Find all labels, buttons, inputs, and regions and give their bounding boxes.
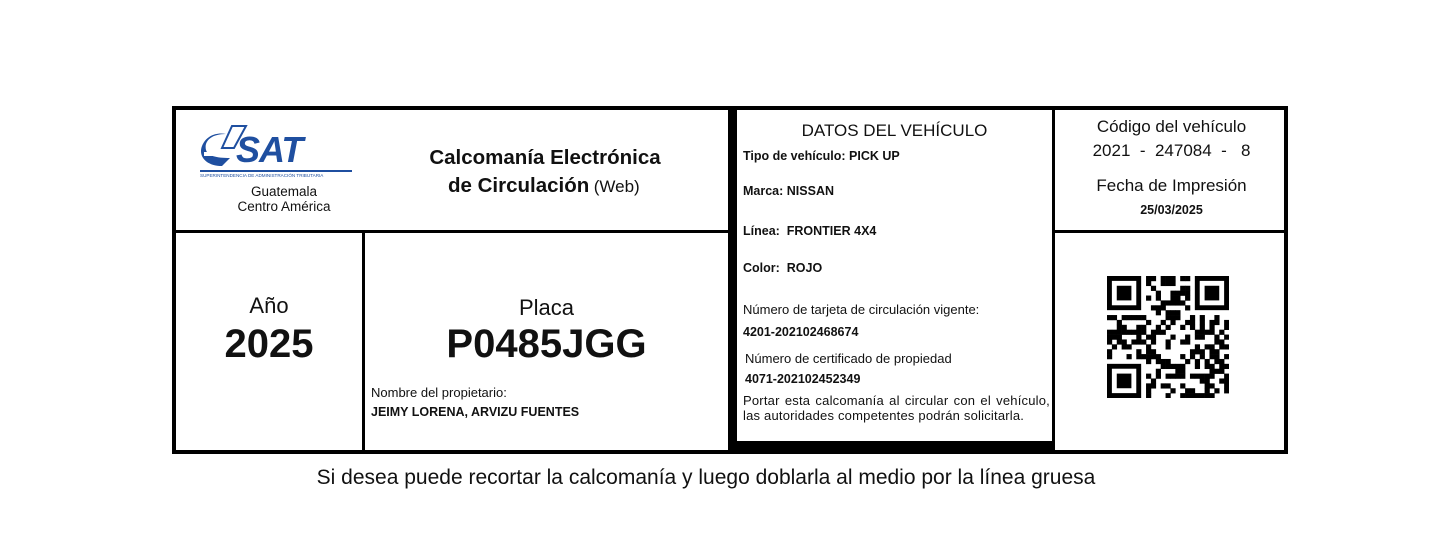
year-label: Año — [249, 293, 289, 318]
country-line-2: Centro América — [237, 199, 331, 214]
carry-notice: Portar esta calcomanía al circular con el vehículo, las autoridades competentes podrán solicitarla. — [743, 393, 1050, 423]
sat-logo — [200, 122, 352, 184]
vehicle-code-label: Código del vehículo — [1096, 117, 1247, 136]
divider-left-horizontal — [172, 230, 730, 233]
certificate-value: 4071-202102452349 — [745, 372, 861, 386]
print-date-label: Fecha de Impresión — [1096, 176, 1247, 195]
sat-wordmark: SAT — [236, 129, 303, 170]
card-number-value: 4201-202102468674 — [743, 325, 859, 339]
year-value: 2025 — [224, 322, 314, 366]
owner-name: JEIMY LORENA, ARVIZU FUENTES — [371, 405, 580, 419]
vehicle-data-heading: DATOS DEL VEHÍCULO — [801, 121, 988, 140]
fold-line — [728, 106, 737, 454]
circulation-sticker — [172, 106, 1288, 454]
plate-label: Placa — [518, 295, 575, 320]
vehicle-code-value: 2021 - 247084 - 8 — [1092, 141, 1251, 160]
plate-value: P0485JGG — [446, 322, 647, 366]
qr-code-graphic — [1107, 276, 1229, 398]
vehicle-type: Tipo de vehículo: PICK UP — [743, 149, 900, 163]
print-date-value: 25/03/2025 — [1140, 203, 1203, 217]
fold-line-foot — [735, 441, 1052, 454]
qr-code-icon — [1107, 276, 1229, 398]
country-label — [218, 184, 350, 214]
certificate-label: Número de certificado de propiedad — [745, 351, 952, 366]
cutting-instructions: Si desea puede recortar la calcomanía y luego doblarla al medio por la línea gruesa — [316, 466, 1096, 489]
vehicle-color: Color: ROJO — [743, 261, 823, 275]
logo-underline — [200, 170, 352, 172]
card-number-label: Número de tarjeta de circulación vigente: — [743, 302, 980, 317]
sticker-title-text: de Circulación — [448, 174, 590, 197]
vehicle-line: Línea: FRONTIER 4X4 — [743, 224, 877, 238]
vehicle-brand: Marca: NISSAN — [743, 184, 834, 198]
divider-right-horizontal — [1052, 230, 1288, 233]
sat-tagline: SUPERINTENDENCIA DE ADMINISTRACIÓN TRIBUTARIA — [200, 173, 324, 178]
sticker-title-suffix: (Web) — [593, 177, 640, 196]
owner-label: Nombre del propietario: — [371, 385, 507, 400]
country-line-1: Guatemala — [250, 184, 318, 199]
sticker-title-line-1: Calcomanía Electrónica — [429, 146, 661, 169]
sticker-title-line-2 — [448, 174, 640, 198]
